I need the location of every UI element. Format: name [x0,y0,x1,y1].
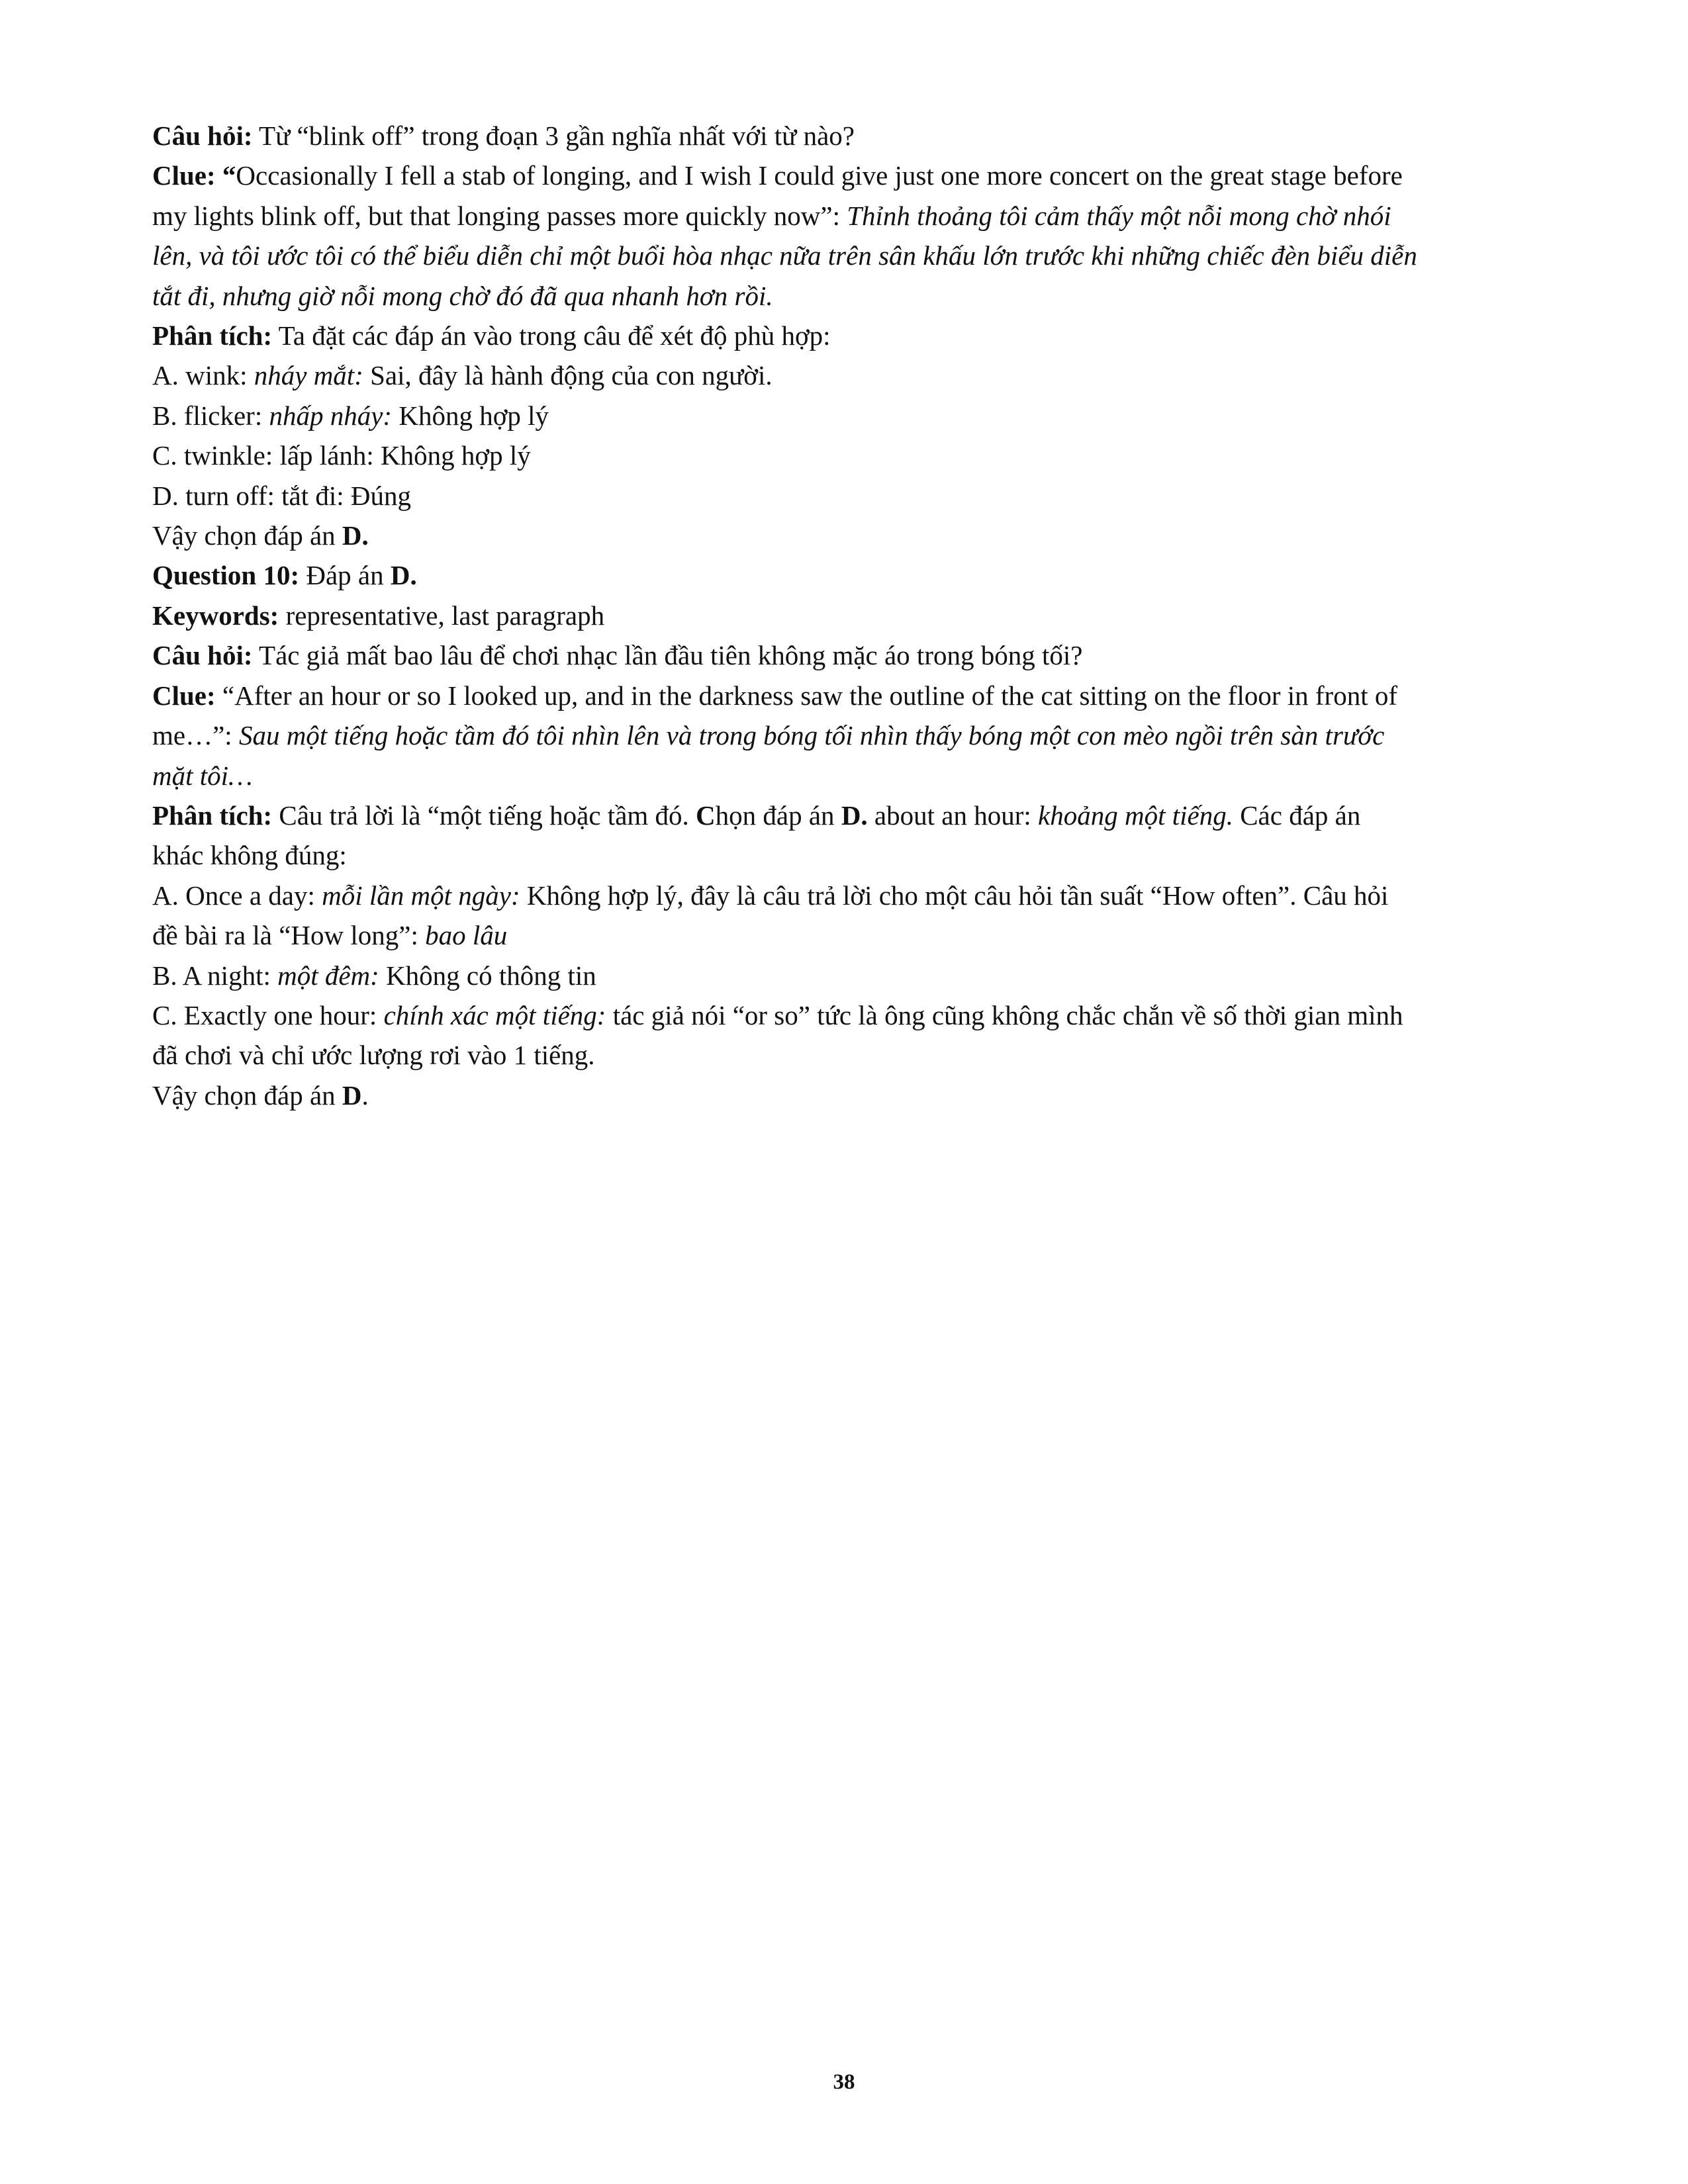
analysis-text: Ta đặt các đáp án vào trong câu để xét độ phù hợp: [272,320,831,351]
keywords-label: Keywords: [152,600,279,631]
conclusion-text: Vậy chọn đáp án [152,1079,342,1111]
option-c-comment: tác giả nói “or so” tức là ông cũng không chắc chắn về số thời gian mình [606,999,1403,1030]
option-c-prefix: C. Exactly one hour: [152,999,384,1030]
page-content [152,116,1556,1115]
option-c-meaning: chính xác một tiếng: [383,999,606,1030]
clue-label: Clue: [152,680,216,711]
analysis-text: Các đáp án [1233,799,1361,831]
analysis-answer: D. [841,799,868,831]
q9-clue-line-2 [152,196,1556,236]
q10-clue-line-1 [152,676,1556,715]
option-a-meaning: bao lâu [425,920,508,951]
q10-conclusion [152,1075,1556,1115]
keywords-text: representative, last paragraph [279,600,605,631]
answer-letter: D. [390,560,417,591]
q10-clue-line-2 [152,715,1556,755]
clue-translation: lên, và tôi ước tôi có thể biểu diễn chỉ một buổi hòa nhạc nữa trên sân khấu lớn trước khi những chiếc đèn biểu diễn [152,240,1417,271]
analysis-text: about an hour: [867,799,1039,831]
conclusion-text: Vậy chọn đáp án [152,520,342,551]
q10-clue-line-3 [152,756,1556,796]
q9-option-c [152,435,1556,475]
option-d-text: D. turn off: tắt đi: Đúng [152,480,411,511]
clue-text: me…”: [152,720,239,751]
q10-heading [152,555,1556,595]
option-b-prefix: B. A night: [152,960,278,991]
option-b-prefix: B. flicker: [152,400,269,431]
q10-analysis-line-2 [152,835,1556,875]
conclusion-answer: D [342,1079,362,1111]
clue-text: Occasionally I fell a stab of longing, and I wish I could give just one more concert on the great stage before [236,160,1403,191]
clue-translation: Sau một tiếng hoặc tầm đó tôi nhìn lên và trong bóng tối nhìn thấy bóng một con mèo ngồi trên sàn trước [238,720,1385,751]
page-number: 38 [833,2070,855,2094]
q10-option-a-line-2 [152,915,1556,955]
q10-question-line [152,635,1556,675]
q9-option-b [152,396,1556,435]
question-text: Tác giả mất bao lâu để chơi nhạc lần đầu tiên không mặc áo trong bóng tối? [252,640,1083,671]
option-a-prefix: A. Once a day: [152,880,322,911]
conclusion-answer: D. [342,520,369,551]
q10-option-a-line-1 [152,876,1556,915]
q9-option-a [152,355,1556,395]
analysis-label: Phân tích: [152,799,273,831]
option-a-meaning: nháy mắt: [254,360,363,391]
option-a-comment: đề bài ra là “How long”: [152,920,426,951]
analysis-text: khác không đúng: [152,840,347,871]
q10-option-b [152,956,1556,995]
clue-translation: Thỉnh thoảng tôi cảm thấy một nỗi mong chờ nhói [847,200,1391,231]
analysis-bold-c: C [696,799,716,831]
analysis-label: Phân tích: [152,320,273,351]
question-text: Từ “blink off” trong đoạn 3 gần nghĩa nhất với từ nào? [252,120,855,151]
clue-text: “After an hour or so I looked up, and in the darkness saw the outline of the cat sitting on the floor in front of [215,680,1397,711]
option-a-comment: Sai, đây là hành động của con người. [363,360,773,391]
q10-analysis-line-1 [152,796,1556,835]
q9-clue-line-4 [152,276,1556,316]
answer-prefix: Đáp án [299,560,391,591]
q9-question-line [152,116,1556,156]
analysis-text: họn đáp án [715,799,841,831]
clue-translation: tắt đi, nhưng giờ nỗi mong chờ đó đã qua nhanh hơn rồi. [152,280,773,311]
analysis-text: Câu trả lời là “một tiếng hoặc tầm đó. [272,799,696,831]
q9-clue-line-3 [152,236,1556,275]
question-heading: Question 10: [152,560,300,591]
q9-conclusion [152,516,1556,555]
option-b-meaning: nhấp nháy: [269,400,393,431]
option-a-prefix: A. wink: [152,360,254,391]
q10-keywords [152,596,1556,635]
clue-text: my lights blink off, but that longing passes more quickly now”: [152,200,847,231]
option-c-comment: đã chơi và chỉ ước lượng rơi vào 1 tiếng. [152,1040,595,1071]
analysis-meaning: khoảng một tiếng. [1038,799,1233,831]
q9-clue-line-1 [152,156,1556,195]
conclusion-suffix: . [361,1079,369,1111]
option-b-meaning: một đêm: [277,960,379,991]
question-label: Câu hỏi: [152,120,253,151]
clue-translation: mặt tôi… [152,760,253,791]
q9-option-d [152,476,1556,516]
q9-analysis-line [152,316,1556,355]
option-b-comment: Không hợp lý [392,400,549,431]
option-a-comment: Không hợp lý, đây là câu trả lời cho một câu hỏi tần suất “How often”. Câu hỏi [520,880,1389,911]
q10-option-c-line-2 [152,1035,1556,1075]
q10-option-c-line-1 [152,995,1556,1035]
option-a-meaning: mỗi lần một ngày: [322,880,520,911]
clue-label: Clue: “ [152,160,236,191]
option-c-text: C. twinkle: lấp lánh: Không hợp lý [152,440,531,471]
question-label: Câu hỏi: [152,640,253,671]
option-b-comment: Không có thông tin [379,960,596,991]
